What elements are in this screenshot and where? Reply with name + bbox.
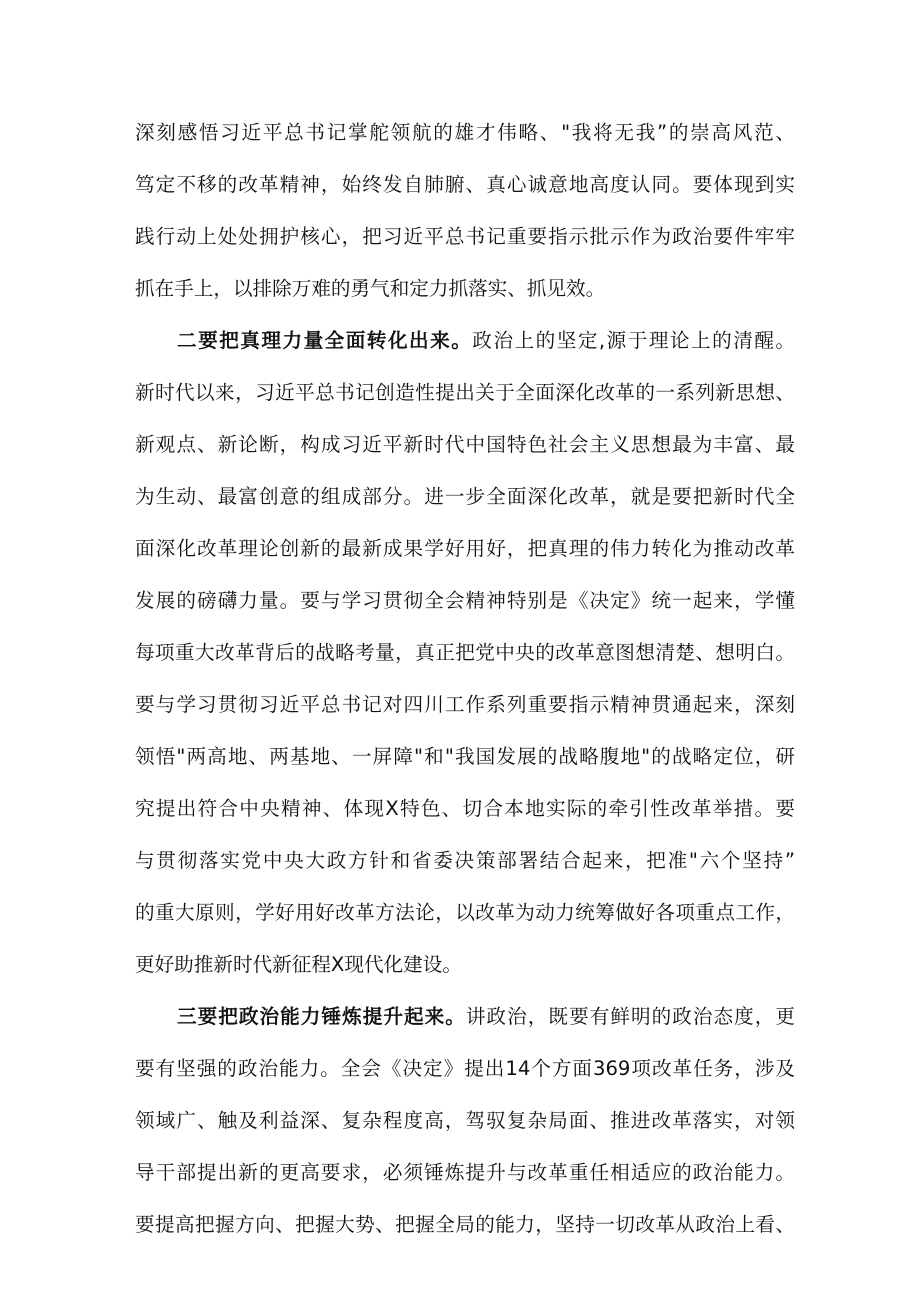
paragraph-2-line-11: 与贯彻落实党中央大政方针和省委决策部署结合起来，把准"六个坚持” [135,849,795,872]
paragraph-3-line-5: 要提高把握方向、把握大势、把握全局的能力，坚持一切改革从政治上看、 [135,1213,795,1236]
paragraph-2-line-7: 每项重大改革背后的战略考量，真正把党中央的改革意图想清楚、想明白。 [135,641,795,664]
paragraph-1-line-1: 深刻感悟习近平总书记掌舵领航的雄才伟略、"我将无我”的崇高风范、 [135,121,795,144]
paragraph-2-line-9: 领悟"两高地、两基地、一屏障"和"我国发展的战略腹地"的战略定位，研 [135,745,795,768]
paragraph-2-line-2: 新时代以来，习近平总书记创造性提出关于全面深化改革的一系列新思想、 [135,381,795,404]
paragraph-2-line-13: 更好助推新时代新征程X现代化建设。 [135,953,462,976]
paragraph-3-line-2: 要有坚强的政治能力。全会《决定》提出14个方面369项改革任务，涉及 [135,1057,795,1080]
paragraph-2-first-line [177,327,795,355]
paragraph-1-line-3: 践行动上处处拥护核心，把习近平总书记重要指示批示作为政治要件牢牢 [135,225,795,248]
paragraph-3-heading: 三要把政治能力锤炼提升起来。 [177,1005,466,1028]
paragraph-2-heading: 二要把真理力量全面转化出来。 [177,329,473,352]
paragraph-2-line-12: 的重大原则，学好用好改革方法论，以改革为动力统筹做好各项重点工作， [135,901,795,924]
paragraph-3-first-line-text: 讲政治，既要有鲜明的政治态度，更 [465,1005,795,1028]
paragraph-2-line-6: 发展的磅礴力量。要与学习贯彻全会精神特别是《决定》统一起来，学懂 [135,589,795,612]
paragraph-2-line-10: 究提出符合中央精神、体现X特色、切合本地实际的牵引性改革举措。要 [135,797,795,820]
paragraph-2-line-5: 面深化改革理论创新的最新成果学好用好，把真理的伟力转化为推动改革 [135,537,795,560]
paragraph-3-line-3: 领域广、触及利益深、复杂程度高，驾驭复杂局面、推进改革落实，对领 [135,1109,795,1132]
paragraph-2-line-4: 为生动、最富创意的组成部分。进一步全面深化改革，就是要把新时代全 [135,485,795,508]
paragraph-2-line-8: 要与学习贯彻习近平总书记对四川工作系列重要指示精神贯通起来，深刻 [135,693,795,716]
paragraph-2-first-line-text: 政治上的坚定,源于理论上的清醒。 [472,329,795,352]
paragraph-2-line-3: 新观点、新论断，构成习近平新时代中国特色社会主义思想最为丰富、最 [135,433,795,456]
paragraph-3-first-line [177,1003,795,1031]
paragraph-3-line-4: 导干部提出新的更高要求，必须锤炼提升与改革重任相适应的政治能力。 [135,1161,795,1184]
paragraph-1-line-4: 抓在手上，以排除万难的勇气和定力抓落实、抓见效。 [135,277,606,300]
paragraph-1-line-2: 笃定不移的改革精神，始终发自肺腑、真心诚意地高度认同。要体现到实 [135,173,795,196]
